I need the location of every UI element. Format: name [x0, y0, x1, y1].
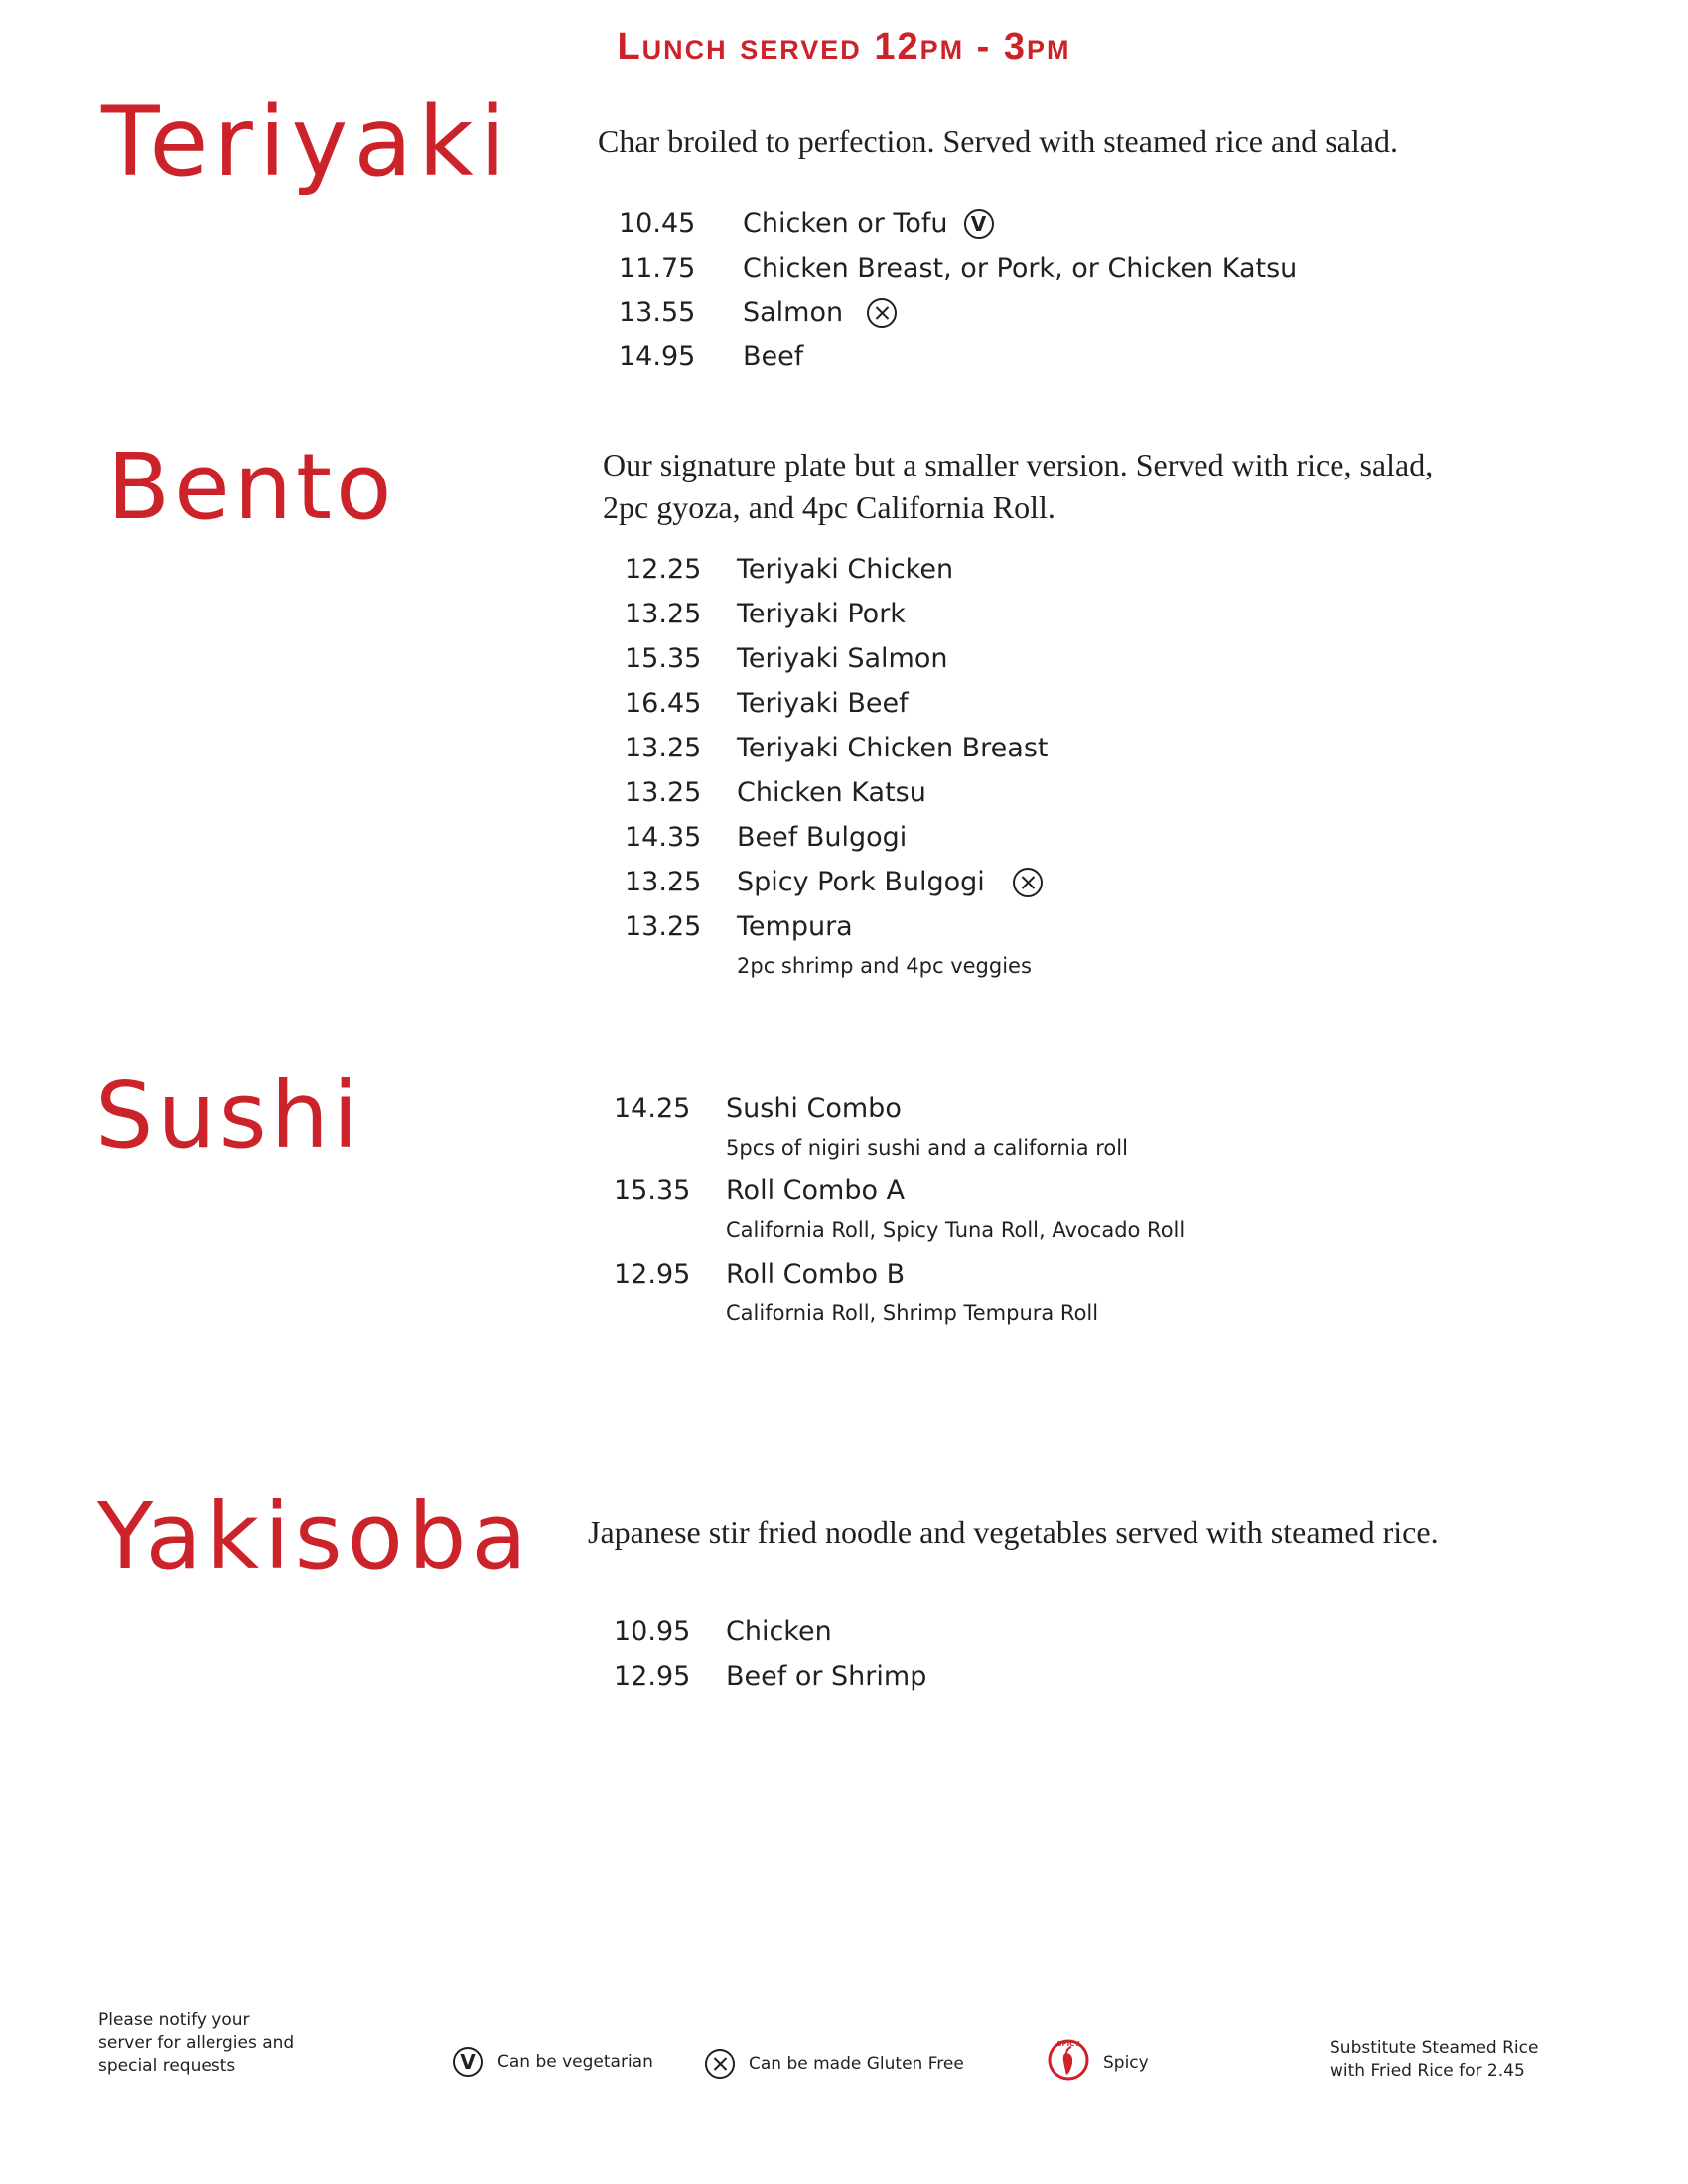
substitute-notice-line1: Substitute Steamed Rice: [1330, 2038, 1539, 2058]
allergy-notice-line1: Please notify your: [98, 2010, 250, 2030]
spicy-icon-label: SPICY: [1056, 2040, 1080, 2048]
item-name: Teriyaki Salmon: [737, 643, 948, 674]
item-price: 13.25: [625, 733, 702, 763]
yakisoba-title: Yakisoba: [97, 1483, 532, 1589]
item-name: Chicken or Tofu: [743, 208, 948, 239]
bento-description-line2: 2pc gyoza, and 4pc California Roll.: [603, 489, 1055, 525]
item-name: Beef: [743, 341, 804, 372]
item-note: 5pcs of nigiri sushi and a california roll: [726, 1136, 1128, 1160]
spicy-icon: [1047, 2037, 1090, 2083]
yakisoba-description: Japanese stir fried noodle and vegetables served with steamed rice.: [588, 1514, 1439, 1550]
allergy-notice-line2: server for allergies and: [98, 2033, 295, 2053]
item-name: Salmon: [743, 297, 844, 328]
bento-title: Bento: [107, 434, 396, 540]
substitute-notice-line2: with Fried Rice for 2.45: [1330, 2061, 1525, 2081]
item-name: Teriyaki Beef: [737, 688, 909, 719]
teriyaki-description: Char broiled to perfection. Served with steamed rice and salad.: [598, 123, 1398, 159]
gluten-free-icon: [867, 298, 897, 328]
bento-description-line1: Our signature plate but a smaller version. Served with rice, salad,: [603, 447, 1434, 482]
sushi-title: Sushi: [95, 1062, 362, 1168]
item-price: 13.25: [625, 867, 702, 897]
legend-spicy: Spicy: [1103, 2053, 1149, 2073]
item-price: 13.25: [625, 777, 702, 808]
item-note: California Roll, Spicy Tuna Roll, Avocado Roll: [726, 1218, 1186, 1242]
legend-gluten-free: Can be made Gluten Free: [749, 2054, 964, 2074]
item-price: 14.25: [614, 1093, 691, 1124]
item-price: 13.55: [619, 297, 696, 328]
item-note: California Roll, Shrimp Tempura Roll: [726, 1301, 1099, 1325]
item-price: 11.75: [619, 253, 696, 284]
item-name: Sushi Combo: [726, 1093, 902, 1124]
item-name: Teriyaki Chicken: [737, 554, 954, 585]
item-name: Beef Bulgogi: [737, 822, 908, 853]
item-price: 14.35: [625, 822, 702, 853]
item-price: 15.35: [625, 643, 702, 674]
legend-vegetarian: Can be vegetarian: [497, 2052, 653, 2072]
item-name: Chicken Katsu: [737, 777, 926, 808]
item-price: 15.35: [614, 1175, 691, 1206]
item-name: Beef or Shrimp: [726, 1661, 927, 1692]
item-price: 16.45: [625, 688, 702, 719]
item-name: Tempura: [737, 911, 853, 942]
gluten-free-icon: [705, 2049, 735, 2079]
item-price: 12.95: [614, 1661, 691, 1692]
vegetarian-icon: [964, 209, 994, 239]
allergy-notice-line3: special requests: [98, 2056, 236, 2076]
item-name: Roll Combo A: [726, 1175, 906, 1206]
item-price: 12.25: [625, 554, 702, 585]
item-price: 14.95: [619, 341, 696, 372]
item-name: Teriyaki Pork: [737, 599, 906, 629]
lunch-hours-banner: Lunch served 12pm - 3pm: [617, 26, 1071, 68]
item-price: 12.95: [614, 1259, 691, 1290]
gluten-free-icon: [1013, 868, 1043, 897]
item-name: Spicy Pork Bulgogi: [737, 867, 985, 897]
item-price: 10.95: [614, 1616, 691, 1647]
teriyaki-title: Teriyaki: [101, 86, 512, 198]
item-name: Chicken Breast, or Pork, or Chicken Katsu: [743, 253, 1298, 284]
item-price: 13.25: [625, 599, 702, 629]
vegetarian-icon: [453, 2047, 483, 2077]
item-name: Roll Combo B: [726, 1259, 906, 1290]
item-name: Chicken: [726, 1616, 832, 1647]
item-note: 2pc shrimp and 4pc veggies: [737, 954, 1032, 978]
item-name: Teriyaki Chicken Breast: [737, 733, 1049, 763]
item-price: 10.45: [619, 208, 696, 239]
item-price: 13.25: [625, 911, 702, 942]
